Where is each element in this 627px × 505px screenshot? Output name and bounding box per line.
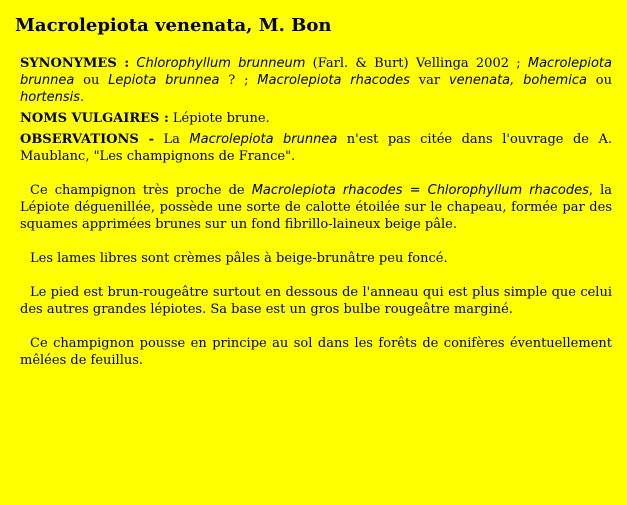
paragraph-habitat: Ce champignon pousse en principe au sol dans les forêts de conifères éventuellement mêlées de feuillus.: [20, 336, 612, 368]
paragraph-chapeau: [20, 182, 612, 233]
description-content: [20, 55, 612, 369]
synonym-name: Chlorophyllum brunneum: [136, 56, 306, 71]
paragraph-text: Ce champignon très proche de: [30, 183, 252, 198]
noms-vulgaires-section: [20, 110, 612, 127]
synonym-text: var: [409, 73, 449, 88]
synonymes-section: [20, 55, 612, 106]
synonym-text: ou: [74, 73, 109, 88]
species-name: Macrolepiota rhacodes = Chlorophyllum rhacodes: [251, 183, 589, 198]
paragraph-lames: Les lames libres sont crèmes pâles à beige-brunâtre peu foncé.: [30, 251, 448, 266]
synonym-name: venenata, bohemica: [448, 73, 587, 88]
synonym-name: hortensis: [20, 90, 81, 105]
synonymes-label: SYNONYMES :: [20, 56, 130, 71]
synonym-text: ? ;: [219, 73, 258, 88]
observations-section: [20, 131, 612, 165]
synonym-name: Macrolepiota brunnea: [20, 56, 612, 88]
synonym-name: Lepiota brunnea: [108, 73, 220, 88]
species-name: Macrolepiota brunnea: [189, 132, 338, 147]
observations-label: OBSERVATIONS -: [20, 132, 155, 147]
synonym-text: ou: [586, 73, 612, 88]
paragraph-pied: Le pied est brun-rougeâtre surtout en dessous de l'anneau qui est plus simple que celui des autres grandes lépiotes. Sa base est un gros bulbe rougeâtre marginé.: [20, 285, 612, 317]
observations-text: n'est pas citée dans l'ouvrage de A. Maublanc, "Les champignons de France".: [20, 132, 612, 164]
paragraph-text: , la Lépiote déguenillée, possède une sorte de calotte étoilée sur le chapeau, formée par des squames apprimées brunes sur un fond fibrillo-laineux beige pâle.: [20, 183, 612, 232]
synonym-text: .: [80, 90, 85, 105]
noms-vulgaires-label: NOMS VULGAIRES :: [20, 111, 169, 126]
page-title: Macrolepiota venenata, M. Bon: [15, 15, 332, 36]
observations-text: La: [154, 132, 190, 147]
synonym-name: Macrolepiota rhacodes: [257, 73, 410, 88]
noms-vulgaires-text: Lépiote brune.: [168, 111, 270, 126]
synonym-text: (Farl. & Burt) Vellinga 2002 ;: [305, 56, 528, 71]
